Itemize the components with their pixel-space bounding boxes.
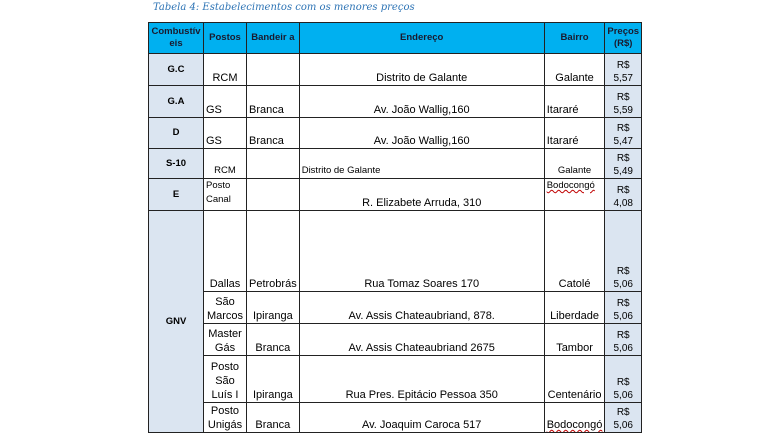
posto-cell: RCM	[204, 54, 247, 86]
bandeira-cell: Branca	[247, 403, 300, 433]
header-precos: Preços (R$)	[605, 23, 642, 54]
table-row	[149, 118, 642, 149]
table-row	[149, 403, 642, 433]
posto-cell: Posto Unigás	[204, 403, 247, 433]
fuel-cell: E	[149, 179, 204, 211]
bairro-cell: Itararé	[544, 86, 605, 118]
posto-cell: São Marcos	[204, 292, 247, 324]
posto-cell: GS	[204, 118, 247, 149]
preco-cell: R$ 5,06	[605, 403, 642, 433]
table-row	[149, 179, 642, 211]
endereco-cell: Av. Joaquim Caroca 517	[299, 403, 544, 433]
endereco-cell: Distrito de Galante	[299, 149, 544, 179]
bandeira-cell: Branca	[247, 118, 300, 149]
bairro-cell: Galante	[544, 149, 605, 179]
table-row	[149, 86, 642, 118]
table-row	[149, 54, 642, 86]
endereco-cell: Rua Pres. Epitácio Pessoa 350	[299, 356, 544, 403]
header-postos: Postos	[204, 23, 247, 54]
preco-cell: R$ 5,47	[605, 118, 642, 149]
bandeira-cell: Branca	[247, 324, 300, 356]
bairro-cell: Bodocongó	[546, 419, 603, 431]
bandeira-cell: Branca	[247, 86, 300, 118]
bandeira-cell	[247, 149, 300, 179]
bairro-cell: Catolé	[544, 211, 605, 292]
posto-cell: GS	[204, 86, 247, 118]
preco-cell: R$ 5,59	[605, 86, 642, 118]
table-caption: Tabela 4: Estabelecimentos com os menores preços	[153, 2, 415, 13]
bairro-cell: Tambor	[544, 324, 605, 356]
fuel-prices-table	[148, 22, 642, 433]
preco-cell: R$ 5,06	[605, 356, 642, 403]
endereco-cell: Av. Assis Chateaubriand 2675	[299, 324, 544, 356]
header-endereco: Endereço	[299, 23, 544, 54]
bairro-cell: Centenário	[544, 356, 605, 403]
endereco-cell: Distrito de Galante	[299, 54, 544, 86]
preco-cell: R$ 4,08	[605, 179, 642, 211]
preco-cell: R$ 5,49	[605, 149, 642, 179]
bairro-cell: Liberdade	[544, 292, 605, 324]
bairro-cell: Bodocongó	[546, 180, 595, 191]
bairro-cell: Itararé	[544, 118, 605, 149]
fuel-cell: S-10	[149, 149, 204, 179]
posto-cell: Posto São Luís I	[204, 356, 247, 403]
table-row	[149, 356, 642, 403]
preco-cell: R$ 5,06	[605, 292, 642, 324]
endereco-cell: Av. João Wallig,160	[299, 118, 544, 149]
table-row	[149, 149, 642, 179]
bandeira-cell: Petrobrás	[247, 211, 300, 292]
fuel-cell-gnv: GNV	[149, 211, 204, 433]
preco-cell: R$ 5,06	[605, 324, 642, 356]
bandeira-cell: Ipiranga	[247, 292, 300, 324]
endereco-cell: Av. João Wallig,160	[299, 86, 544, 118]
table-row	[149, 324, 642, 356]
fuel-cell: D	[149, 118, 204, 149]
preco-cell: R$ 5,06	[605, 211, 642, 292]
header-row	[149, 23, 642, 54]
endereco-cell: Av. Assis Chateaubriand, 878.	[299, 292, 544, 324]
header-bairro: Bairro	[544, 23, 605, 54]
bandeira-cell: Ipiranga	[247, 356, 300, 403]
fuel-cell: G.A	[149, 86, 204, 118]
table-row	[149, 292, 642, 324]
endereco-cell: R. Elizabete Arruda, 310	[299, 179, 544, 211]
bandeira-cell	[247, 54, 300, 86]
preco-cell: R$ 5,57	[605, 54, 642, 86]
posto-cell: Posto Canal	[204, 179, 247, 211]
posto-cell: Dallas	[204, 211, 247, 292]
bandeira-cell	[247, 179, 300, 211]
posto-cell: RCM	[204, 149, 247, 179]
table-row	[149, 211, 642, 292]
bairro-cell: Galante	[544, 54, 605, 86]
fuel-cell: G.C	[149, 54, 204, 86]
posto-cell: Master Gás	[204, 324, 247, 356]
header-combustivel: Combustív eis	[149, 23, 204, 54]
endereco-cell: Rua Tomaz Soares 170	[299, 211, 544, 292]
header-bandeira: Bandeir a	[247, 23, 300, 54]
